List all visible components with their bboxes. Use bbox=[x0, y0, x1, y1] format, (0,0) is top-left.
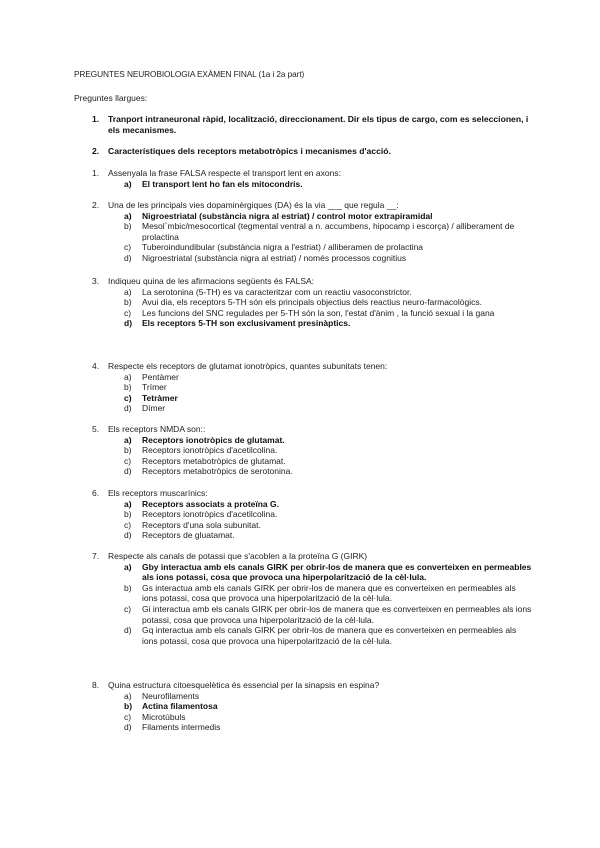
question-number: 5. bbox=[92, 424, 100, 434]
option-text: Pentàmer bbox=[142, 371, 179, 382]
option-text: Gi interactua amb els canals GIRK per obrir-los de manera que es converteixen en permeables als ions potassi, cosa que provoca una hiperpolarització de la cèl·lula. bbox=[142, 603, 532, 625]
long-question-text: Tranport intraneuronal ràpid, localització, direccionament. Dir els tipus de cargo, com es seleccionen, i els mecanismes. bbox=[108, 114, 529, 135]
question-number: 4. bbox=[92, 361, 100, 371]
option-text: Les funcions del SNC regulades per 5-TH són la son, l'estat d'ànim , la funció sexual i la gana bbox=[142, 307, 495, 318]
long-question bbox=[92, 114, 532, 136]
answer-option bbox=[124, 403, 532, 414]
question-stem: Els receptors muscarínics: bbox=[108, 488, 208, 498]
option-letter: b) bbox=[124, 509, 132, 520]
option-letter: d) bbox=[124, 466, 132, 477]
option-letter: a) bbox=[124, 210, 132, 221]
option-letter: a) bbox=[124, 690, 132, 701]
question-6 bbox=[92, 488, 532, 541]
question-number: 3. bbox=[92, 276, 100, 286]
option-letter: a) bbox=[124, 178, 132, 189]
option-letter: a) bbox=[124, 498, 132, 509]
option-letter: a) bbox=[124, 371, 132, 382]
option-text: Avui dia, els receptors 5-TH són els principals objectius dels reactius neuro-farmacològics. bbox=[142, 297, 482, 308]
question-stem: Indiqueu quina de les afirmacions següents és FALSA: bbox=[108, 276, 315, 286]
answer-option bbox=[124, 701, 532, 712]
question-number: 6. bbox=[92, 488, 100, 498]
option-letter: c) bbox=[124, 519, 132, 530]
option-letter: c) bbox=[124, 603, 132, 614]
answer-option bbox=[124, 287, 532, 298]
question-5 bbox=[92, 424, 532, 477]
answer-option bbox=[124, 456, 532, 467]
long-question bbox=[92, 146, 532, 157]
option-text: Nigroestriatal (substància nigra al estriat) / control motor extrapiramidal bbox=[142, 210, 433, 221]
long-question-text: Característiques dels receptors metabotròpics i mecanismes d'acció. bbox=[108, 146, 391, 156]
answer-option bbox=[124, 308, 532, 319]
option-letter: d) bbox=[124, 403, 132, 414]
question-7 bbox=[92, 551, 532, 646]
answer-option bbox=[124, 211, 532, 222]
option-letter: b) bbox=[124, 221, 132, 232]
option-text: Receptors ionotròpics de glutamat. bbox=[142, 434, 285, 445]
question-3 bbox=[92, 276, 532, 329]
answer-option bbox=[124, 509, 532, 520]
answer-option bbox=[124, 435, 532, 446]
question-stem: Quina estructura citoesquelètica és essencial per la sinapsis en espina? bbox=[108, 680, 380, 690]
option-text: El transport lent ho fan els mitocondris. bbox=[142, 178, 303, 189]
answer-option bbox=[124, 625, 532, 646]
answer-option bbox=[124, 712, 532, 723]
answer-option bbox=[124, 372, 532, 383]
answer-option bbox=[124, 445, 532, 456]
question-stem: Assenyala la frase FALSA respecte el transport lent en axons: bbox=[108, 168, 341, 178]
option-text: Filaments intermedis bbox=[142, 722, 221, 733]
answer-option bbox=[124, 562, 532, 583]
answer-option bbox=[124, 466, 532, 477]
question-8 bbox=[92, 680, 532, 733]
option-letter: d) bbox=[124, 318, 133, 329]
question-number: 1. bbox=[92, 168, 100, 178]
long-question-number: 2. bbox=[92, 146, 100, 156]
option-letter: c) bbox=[124, 307, 132, 318]
answer-option bbox=[124, 242, 532, 253]
answer-option bbox=[124, 318, 532, 329]
answer-option bbox=[124, 253, 532, 264]
answer-option bbox=[124, 583, 532, 604]
question-number: 7. bbox=[92, 551, 100, 561]
question-stem: Una de les principals vies dopaminèrgiques (DA) és la via ___ que regula __: bbox=[108, 200, 399, 210]
answer-option bbox=[124, 722, 532, 733]
answer-option bbox=[124, 530, 532, 541]
option-text: Trímer bbox=[142, 382, 167, 393]
question-4 bbox=[92, 361, 532, 414]
option-text: Receptors associats a proteïna G. bbox=[142, 498, 279, 509]
option-text: Receptors ionotròpics d'acetilcolina. bbox=[142, 509, 278, 520]
question-stem: Respecte als canals de potassi que s'acoblen a la proteïna G (GIRK) bbox=[108, 551, 368, 561]
option-text: Gq interactua amb els canals GIRK per obrir-los de manera que es converteixen en permeables als ions potassi, cosa que provoca una hiperpolarització de la cèl·lula. bbox=[142, 625, 517, 646]
long-question-number: 1. bbox=[92, 114, 100, 124]
answer-option bbox=[124, 691, 532, 702]
option-text: Gs interactua amb els canals GIRK per obrir-los de manera que es converteixen en permeables als ions potassi, cosa que provoca una hiperpolarització de la cèl·lula. bbox=[142, 582, 516, 604]
option-letter: d) bbox=[124, 722, 132, 733]
option-text: Receptors d'una sola subunitat. bbox=[142, 519, 261, 530]
answer-option bbox=[124, 221, 532, 242]
option-letter: a) bbox=[124, 286, 132, 297]
option-text: Dímer bbox=[142, 403, 166, 414]
option-text: Gby interactua amb els canals GIRK per obrir-los de manera que es converteixen en permeables als ions potassi, cosa que provoca una hiperpolarització de la cèl·lula. bbox=[142, 561, 532, 583]
answer-option bbox=[124, 604, 532, 625]
option-text: Tuberoindundibular (substància nigra a l'estriat) / alliberamen de prolactina bbox=[142, 242, 424, 253]
option-letter: c) bbox=[124, 242, 132, 253]
section-title: Preguntes llargues: bbox=[74, 93, 148, 103]
option-letter: b) bbox=[124, 297, 132, 308]
option-text: Tetràmer bbox=[142, 392, 178, 403]
option-letter: a) bbox=[124, 434, 132, 445]
option-letter: c) bbox=[124, 711, 132, 722]
option-letter: b) bbox=[124, 382, 132, 393]
option-letter: d) bbox=[124, 252, 132, 263]
answer-option bbox=[124, 179, 532, 190]
page-title: PREGUNTES NEUROBIOLOGIA EXÀMEN FINAL (1a i 2a part) bbox=[74, 69, 305, 79]
option-text: Actina filamentosa bbox=[142, 701, 218, 712]
option-letter: c) bbox=[124, 455, 132, 466]
option-letter: b) bbox=[124, 445, 132, 456]
question-number: 8. bbox=[92, 680, 100, 690]
question-2 bbox=[92, 200, 532, 264]
option-text: Receptors metabotròpics de serotonina. bbox=[142, 466, 293, 477]
option-text: Receptors ionotròpics d'acetilcolina. bbox=[142, 445, 278, 456]
option-text: Neurofilaments bbox=[142, 690, 200, 701]
option-text: Microtúbuls bbox=[142, 711, 186, 722]
option-text: Els receptors 5-TH son exclusivament presinàptics. bbox=[142, 318, 351, 329]
option-letter: b) bbox=[124, 701, 133, 712]
answer-option bbox=[124, 393, 532, 404]
question-stem: Respecte els receptors de glutamat ionotròpics, quantes subunitats tenen: bbox=[108, 361, 388, 371]
answer-option bbox=[124, 520, 532, 531]
option-text: Nigroestriatal (substància nigra al estriat) / només processos cognitius bbox=[142, 252, 407, 263]
answer-option bbox=[124, 297, 532, 308]
option-letter: a) bbox=[124, 561, 132, 572]
option-letter: b) bbox=[124, 582, 132, 593]
question-1 bbox=[92, 168, 532, 189]
option-letter: d) bbox=[124, 625, 132, 636]
option-text: Receptors metabotròpics de glutamat. bbox=[142, 455, 286, 466]
option-text: La serotonina (5-TH) es va caracteritzar com un reactiu vasoconstrictor. bbox=[142, 286, 412, 297]
option-letter: d) bbox=[124, 530, 132, 541]
question-number: 2. bbox=[92, 200, 100, 210]
question-stem: Els receptors NMDA son:: bbox=[108, 424, 206, 434]
answer-option bbox=[124, 499, 532, 510]
answer-option bbox=[124, 382, 532, 393]
option-text: Mesol`mbic/mesocortical (tegmental ventral a n. accumbens, hipocamp i escorça) / alliberament de prolactina bbox=[142, 221, 515, 242]
option-letter: c) bbox=[124, 392, 132, 403]
option-text: Receptors de gluatamat. bbox=[142, 530, 235, 541]
